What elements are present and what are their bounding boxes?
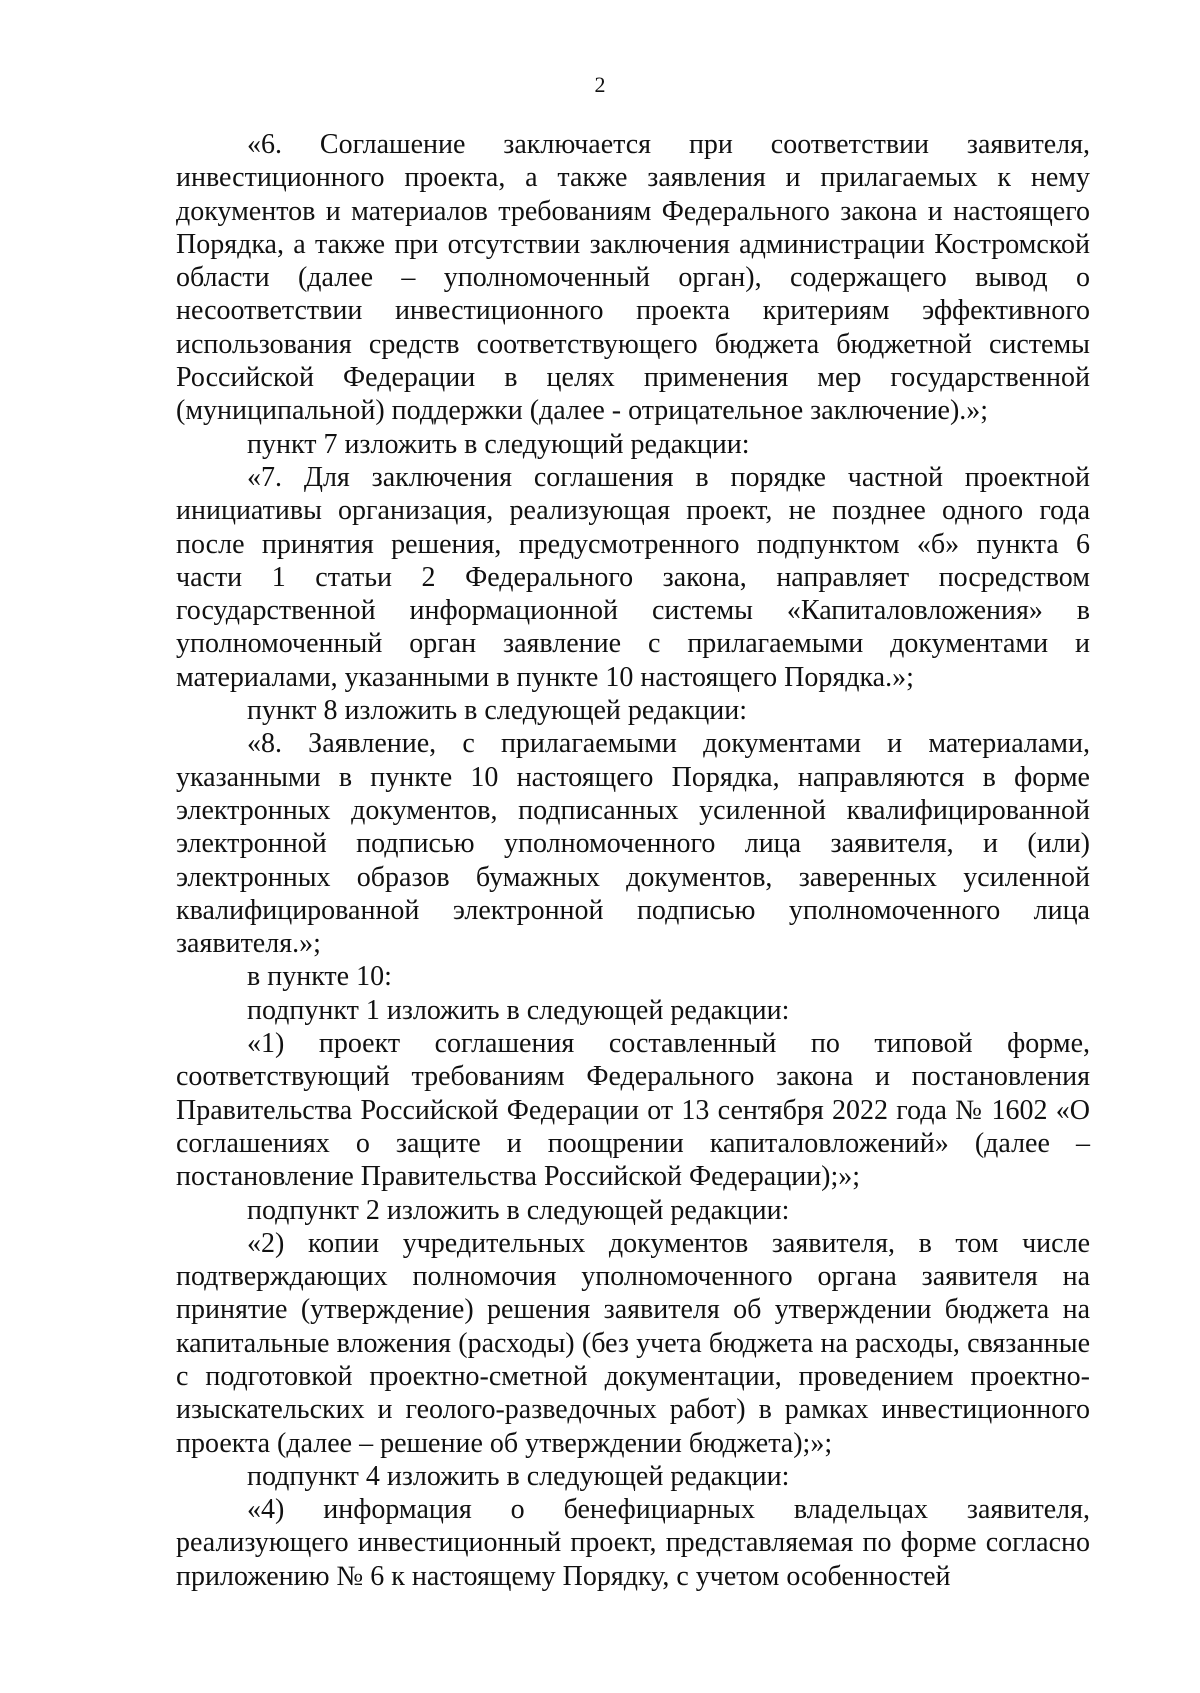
paragraph-clause-6: «6. Соглашение заключается при соответствии заявителя, инвестиционного проекта, а также заявления и прилагаемых к нему документов и материалов требованиям Федерального закона и настоящего Порядка, а также при отсутствии заключения администрации Костромской области (далее – уполномоченный орган), содержащего вывод о несоответствии инвестиционного проекта критериям эффективного использования средств соответствующего бюджета бюджетной системы Российской Федерации в целях применения мер государственной (муниципальной) поддержки (далее - отрицательное заключение).»; xyxy=(176,129,1090,427)
paragraph-subclause-2: «2) копии учредительных документов заявителя, в том числе подтверждающих полномочия уполномоченного органа заявителя на принятие (утверждение) решения заявителя об утверждении бюджета на капитальные вложения (расходы) (без учета бюджета на расходы, связанные с подготовкой проектно-сметной документации, проведением проектно-изыскательских и геолого-разведочных работ) в рамках инвестиционного проекта (далее – решение об утверждении бюджета);»; xyxy=(176,1227,1090,1459)
paragraph-directive-subclause-4: подпункт 4 изложить в следующей редакции: xyxy=(247,1460,790,1492)
paragraph-directive-subclause-2: подпункт 2 изложить в следующей редакции: xyxy=(247,1194,790,1226)
paragraph-subclause-4: «4) информация о бенефициарных владельцах заявителя, реализующего инвестиционный проект, представляемая по форме согласно приложению № 6 к настоящему Порядку, с учетом особенностей xyxy=(176,1494,1090,1592)
paragraph-subclause-1: «1) проект соглашения составленный по типовой форме, соответствующий требованиям Федерального закона и постановления Правительства Российской Федерации от 13 сентября 2022 года № 1602 «О соглашениях о защите и поощрении капиталовложений» (далее – постановление Правительства Российской Федерации);»; xyxy=(176,1028,1090,1193)
page-number: 2 xyxy=(594,72,606,97)
paragraph-directive-subclause-1: подпункт 1 изложить в следующей редакции: xyxy=(247,994,790,1026)
paragraph-clause-8: «8. Заявление, с прилагаемыми документами и материалами, указанными в пункте 10 настоящего Порядка, направляются в форме электронных документов, подписанных усиленной квалифицированной электронной подписью уполномоченного лица заявителя, и (или) электронных образов бумажных документов, заверенных усиленной квалифицированной электронной подписью уполномоченного лица заявителя.»; xyxy=(176,728,1090,960)
paragraph-directive-clause-10: в пункте 10: xyxy=(247,961,392,993)
paragraph-clause-7: «7. Для заключения соглашения в порядке частной проектной инициативы организация, реализующая проект, не позднее одного года после принятия решения, предусмотренного подпунктом «б» пункта 6 части 1 статьи 2 Федерального закона, направляет посредством государственной информационной системы «Капиталовложения» в уполномоченный орган заявление с прилагаемыми документами и материалами, указанными в пункте 10 настоящего Порядка.»; xyxy=(176,461,1090,693)
paragraph-directive-clause-8: пункт 8 изложить в следующей редакции: xyxy=(247,695,747,727)
paragraph-directive-clause-7: пункт 7 изложить в следующий редакции: xyxy=(247,428,750,460)
document-body xyxy=(176,128,1090,1593)
